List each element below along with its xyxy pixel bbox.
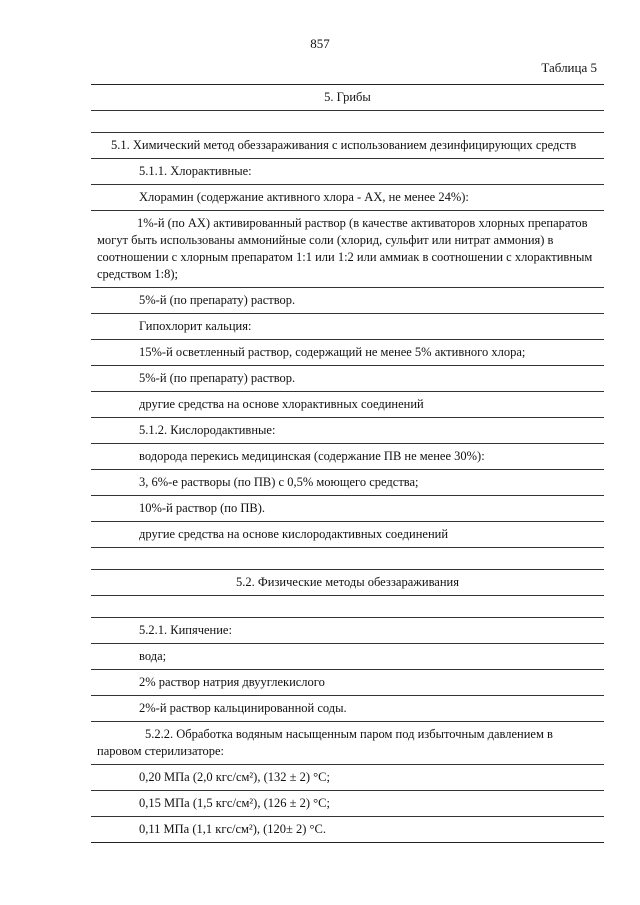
table-row: 5.2.2. Обработка водяным насыщенным паром под избыточным давлением в паровом стерилизаторе: xyxy=(91,722,604,765)
table-row-empty xyxy=(91,548,604,570)
table-row: 5%-й (по препарату) раствор. xyxy=(91,288,604,314)
table-row: 10%-й раствор (по ПВ). xyxy=(91,496,604,522)
table-row-empty xyxy=(91,596,604,618)
table-row: Хлорамин (содержание активного хлора - АХ, не менее 24%): xyxy=(91,185,604,211)
table-row: 0,15 МПа (1,5 кгс/см²), (126 ± 2) °С; xyxy=(91,791,604,817)
table-row: 5.2. Физические методы обеззараживания xyxy=(91,570,604,596)
table-row: 5.2.1. Кипячение: xyxy=(91,618,604,644)
table-row: 1%-й (по АХ) активированный раствор (в качестве активаторов хлорных препаратов могут быть использованы аммонийные соли (хлорид, сульфит или нитрат аммония) в соотношении с хлорным препаратом 1:1 или 1:2 или аммиак в соотношении с хлорактивным средством 1:8); xyxy=(91,211,604,288)
table-row: 5%-й (по препарату) раствор. xyxy=(91,366,604,392)
table-row: 0,20 МПа (2,0 кгс/см²), (132 ± 2) °С; xyxy=(91,765,604,791)
table-row: 5.1. Химический метод обеззараживания с использованием дезинфицирующих средств xyxy=(91,133,604,159)
page-number: 857 xyxy=(310,36,330,51)
table-row: другие средства на основе хлорактивных соединений xyxy=(91,392,604,418)
table-row: Гипохлорит кальция: xyxy=(91,314,604,340)
table-row: 2%-й раствор кальцинированной соды. xyxy=(91,696,604,722)
table-label: Таблица 5 xyxy=(541,60,597,75)
table-row: вода; xyxy=(91,644,604,670)
document-table xyxy=(91,84,604,843)
table-row: другие средства на основе кислородактивных соединений xyxy=(91,522,604,548)
table-row: 0,11 МПа (1,1 кгс/см²), (120± 2) °С. xyxy=(139,822,326,836)
table-row: водорода перекись медицинская (содержание ПВ не менее 30%): xyxy=(91,444,604,470)
table-row: 5. Грибы xyxy=(91,85,604,111)
table-row: 15%-й осветленный раствор, содержащий не менее 5% активного хлора; xyxy=(91,340,604,366)
table-row-empty xyxy=(91,111,604,133)
table-row: 3, 6%-е растворы (по ПВ) с 0,5% моющего средства; xyxy=(91,470,604,496)
table-row: 2% раствор натрия двууглекислого xyxy=(91,670,604,696)
table-row: 5.1.2. Кислородактивные: xyxy=(91,418,604,444)
table-row: 5.1.1. Хлорактивные: xyxy=(91,159,604,185)
